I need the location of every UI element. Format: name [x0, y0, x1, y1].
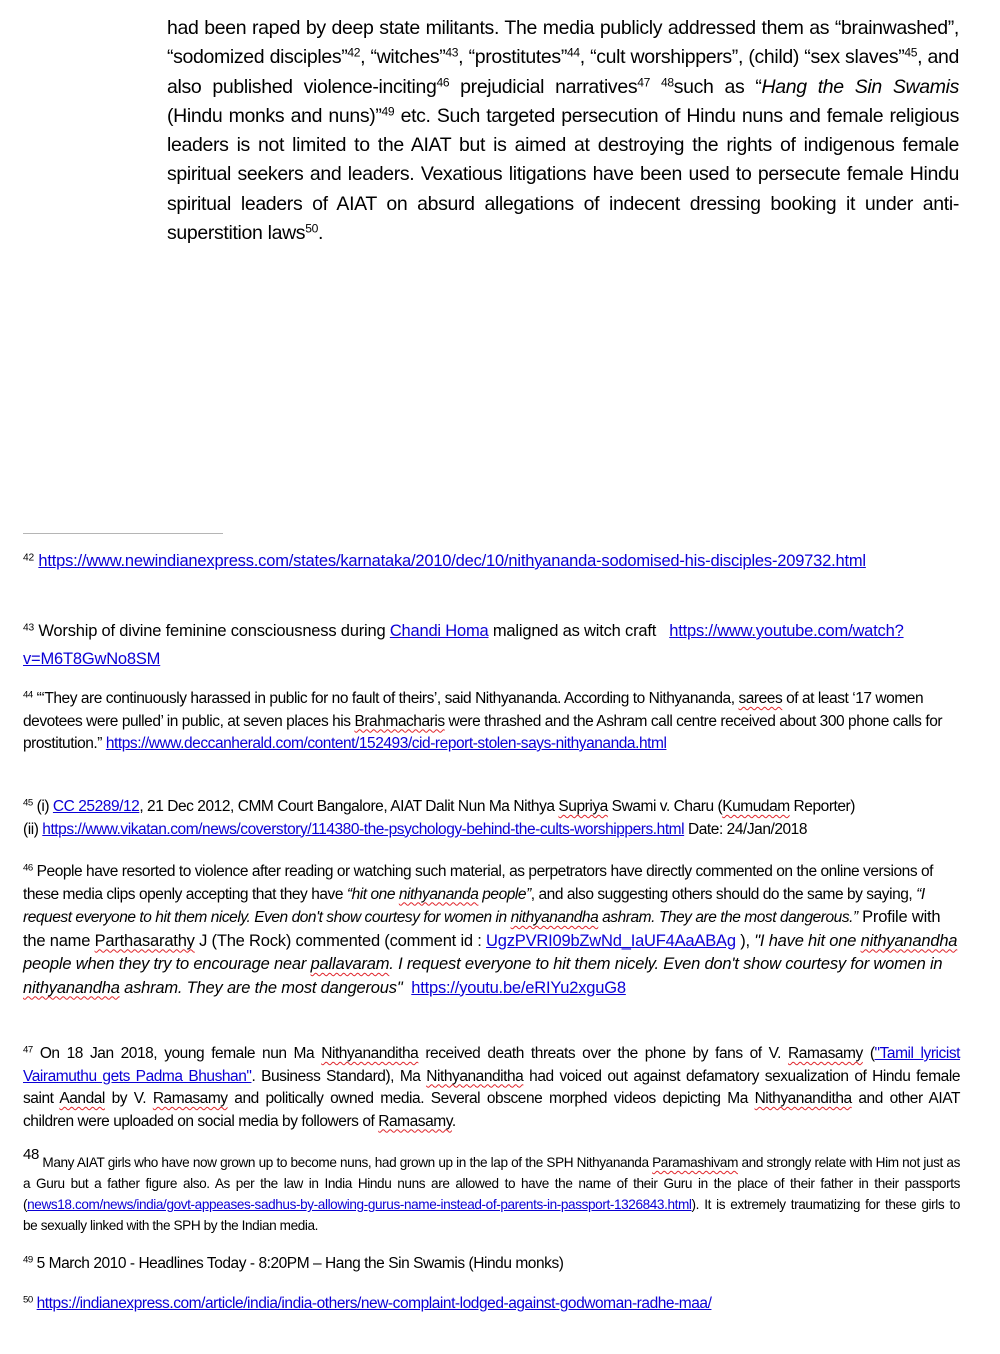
footnote-ref-43[interactable]: 43 — [445, 45, 459, 60]
footnote-text: ). It is extremely traumatizing for these girls to be sexually linked with the SPH by the Indian media. — [23, 1197, 960, 1233]
footnote-text: . — [451, 1112, 456, 1130]
footnote-ref-50[interactable]: 50 — [305, 221, 318, 236]
footnote-text: Many AIAT girls who have now grown up to become nuns, had grown up in the lap of the SPH Nithyananda — [42, 1155, 653, 1170]
footnote-43 — [23, 617, 960, 673]
spellcheck-word: sarees — [738, 690, 783, 707]
footnote-45 — [23, 796, 960, 841]
footnote-number: 43 — [23, 622, 34, 634]
spellcheck-word: Parthasarathy — [94, 931, 195, 950]
footnote-text: . Business Standard), Ma — [251, 1067, 427, 1085]
footnote-text: had voiced out against defamatory sexualization of Hindu female saint — [23, 1067, 960, 1107]
spellcheck-word: Supriya — [558, 798, 608, 815]
quote-text: “I request everyone to hit them nicely. Even don't show courtesy for women in — [23, 885, 925, 926]
vikatan-link[interactable]: https://www.vikatan.com/news/coverstory/114380-the-psychology-behind-the-cults-worshippers.html — [42, 820, 685, 838]
footnote-number: 47 — [23, 1044, 33, 1056]
footnote-49 — [23, 1253, 960, 1276]
deccanherald-link[interactable]: https://www.deccanherald.com/content/152493/cid-report-stolen-says-nithyananda.html — [105, 735, 667, 752]
footnote-number: 50 — [23, 1294, 33, 1306]
quote-text: people” — [478, 885, 531, 903]
quote-text: ashram. They are the most dangerous.” — [598, 909, 858, 926]
comment-id-link[interactable]: UgzPVRI09bZwNd_IaUF4AaABAg — [486, 931, 736, 950]
footnote-42 — [23, 547, 960, 575]
youtube-link[interactable]: https://www.youtube.com/watch?v=M6T8GwNo8SM — [23, 622, 904, 668]
quote-text: ashram. They are the most dangerous" — [119, 978, 403, 997]
news18-link[interactable]: news18.com/news/india/govt-appeases-sadhus-by-allowing-gurus-name-instead-of-parents-in-passport-1326843.html — [27, 1197, 692, 1212]
footnote-48 — [23, 1145, 960, 1236]
body-text-segment: . — [317, 222, 324, 245]
footnote-text: ), — [735, 931, 755, 950]
footnote-44 — [23, 688, 960, 756]
spellcheck-word: nithyananda — [398, 885, 479, 903]
spellcheck-word: Ramasamy — [152, 1090, 228, 1107]
case-number-link[interactable]: CC 25289/12 — [52, 798, 140, 815]
footnote-text: “‘They are continuously harassed in public for no fault of theirs’, said Nithyananda. According to Nithyananda, — [36, 690, 739, 707]
spellcheck-word: nithyanandha — [510, 909, 599, 926]
chandi-homa-link[interactable]: Chandi Homa — [389, 622, 489, 640]
body-text-segment: such as “ — [673, 75, 762, 98]
footnote-text: , and also suggesting others should do the same by saying, — [530, 885, 917, 903]
footnote-text: of at least ‘17 women devotees were pulled’ in public, at seven places his — [23, 690, 924, 730]
footnote-50 — [23, 1293, 960, 1316]
spellcheck-word: nithyanandha — [860, 931, 958, 950]
footnote-text: Worship of divine feminine consciousness during — [38, 622, 390, 640]
footnote-ref-47[interactable]: 47 — [637, 74, 650, 89]
footnote-number: 49 — [23, 1254, 33, 1266]
body-text-segment: , and also published violence-inciting — [167, 46, 960, 98]
footnote-text: by V. — [104, 1090, 153, 1107]
footnote-ref-46[interactable]: 46 — [436, 74, 450, 89]
footnote-text: (i) — [36, 798, 53, 815]
spellcheck-word: Ramasamy — [378, 1112, 452, 1130]
business-standard-link[interactable]: "Tamil lyricist Vairamuthu gets Padma Bhushan" — [23, 1045, 960, 1085]
footnote-number: 44 — [23, 689, 33, 701]
spellcheck-word: nithyanandha — [23, 978, 120, 997]
footnote-number: 45 — [23, 797, 33, 809]
footnote-text: maligned as witch craft — [488, 622, 670, 640]
body-text-segment: (Hindu monks and nuns)” — [167, 104, 382, 127]
footnote-text: 5 March 2010 - Headlines Today - 8:20PM – Hang the Sin Swamis (Hindu monks) — [36, 1255, 564, 1272]
footnote-number: 42 — [23, 552, 34, 564]
quote-text: “hit one — [346, 885, 399, 903]
spellcheck-word: pallavaram — [310, 955, 390, 973]
footnote-ref-42[interactable]: 42 — [347, 45, 361, 60]
spellcheck-word: Brahmacharis — [354, 712, 445, 730]
body-paragraph — [167, 14, 959, 248]
spellcheck-word: Paramashivam — [652, 1155, 738, 1170]
footnote-text: and other AIAT children were uploaded on social media by followers of — [23, 1090, 960, 1130]
footnote-text: received death threats over the phone by fans of V. — [418, 1045, 789, 1062]
indianexpress-link[interactable]: https://indianexpress.com/article/india/india-others/new-complaint-lodged-against-godwoman-radhe-maa/ — [36, 1295, 712, 1312]
footnote-number: 48 — [23, 1145, 39, 1163]
spellcheck-word: Nithyananditha — [321, 1045, 419, 1062]
spellcheck-word: Nithyananditha — [426, 1067, 524, 1085]
footnote-text: Reporter) — [789, 798, 855, 815]
youtu-be-link[interactable]: https://youtu.be/eRIYu2xguG8 — [411, 978, 626, 997]
spellcheck-word: Nithyananditha — [754, 1090, 852, 1107]
spellcheck-word: Kumudam — [722, 798, 790, 815]
footnote-text: Date: 24/Jan/2018 — [684, 820, 808, 838]
footnote-46 — [23, 861, 960, 1000]
spellcheck-word: Ramasamy — [788, 1045, 863, 1062]
footnote-ref-48[interactable]: 48 — [660, 74, 674, 89]
body-text-segment: , “prostitutes” — [458, 46, 567, 69]
spellcheck-word: Aandal — [59, 1090, 105, 1107]
body-text-segment: had been raped by deep state militants. The media publicly addressed them as “brainwashed”, “sodomized disciples” — [167, 17, 959, 69]
footnote-47 — [23, 1043, 960, 1133]
footnote-text: Profile with the name — [23, 908, 941, 950]
footnote-text: and strongly relate with Him not just as a Guru but a father figure also. As per the law in India Hindu nuns are allowed to have the name of their Guru in the place of their father in their passports ( — [23, 1155, 960, 1212]
footnote-text: On 18 Jan 2018, young female nun Ma — [39, 1045, 322, 1062]
footnote-separator — [23, 533, 223, 534]
body-text-segment: prejudicial narratives — [449, 75, 638, 98]
footnote-text: , 21 Dec 2012, CMM Court Bangalore, AIAT Dalit Nun Ma Nithya — [139, 798, 559, 815]
quote-text: . I request everyone to hit them nicely. Even don't show courtesy for women in — [389, 955, 943, 973]
footnote-text: and politically owned media. Several obscene morphed videos depicting Ma — [227, 1090, 755, 1107]
footnote-text: (ii) — [23, 820, 43, 838]
footnote-text: J (The Rock) commented (comment id : — [194, 931, 487, 950]
footnote-text: Swami v. Charu ( — [607, 798, 723, 815]
footnote-ref-45[interactable]: 45 — [904, 45, 918, 60]
footnote-ref-44[interactable]: 44 — [566, 45, 580, 60]
body-text-segment: , “witches” — [360, 46, 446, 69]
footnote-text: People have resorted to violence after reading or watching such material, as perpetrators have directly commented on the online versions of these media clips openly accepting that they have — [23, 863, 934, 903]
footnote-text: ( — [862, 1045, 875, 1062]
footnote-number: 46 — [23, 862, 33, 874]
quote-text: people when they try to encourage near — [23, 955, 311, 973]
footnote-text — [402, 979, 411, 997]
body-text-segment: , “cult worshippers”, (child) “sex slaves” — [579, 46, 905, 69]
quote-text: "I have hit one — [754, 931, 861, 950]
italic-title: Hang the Sin Swamis — [761, 75, 959, 98]
footnote-text: were thrashed and the Ashram call centre received about 300 phone calls for prostitution.” — [23, 712, 943, 752]
footnote-ref-49[interactable]: 49 — [381, 104, 395, 119]
body-text-segment: etc. Such targeted persecution of Hindu nuns and female religious leaders is not limited to the AIAT but is aimed at destroying the rights of indigenous female spiritual seekers and leaders. Vexatious litigations have been used to persecute female Hindu spiritual leaders of AIAT on absurd allegations of indecent dressing booking it under anti-superstition laws — [167, 104, 959, 245]
footnote-link[interactable]: https://www.newindianexpress.com/states/karnataka/2010/dec/10/nithyananda-sodomised-his-disciples-209732.html — [38, 552, 866, 570]
